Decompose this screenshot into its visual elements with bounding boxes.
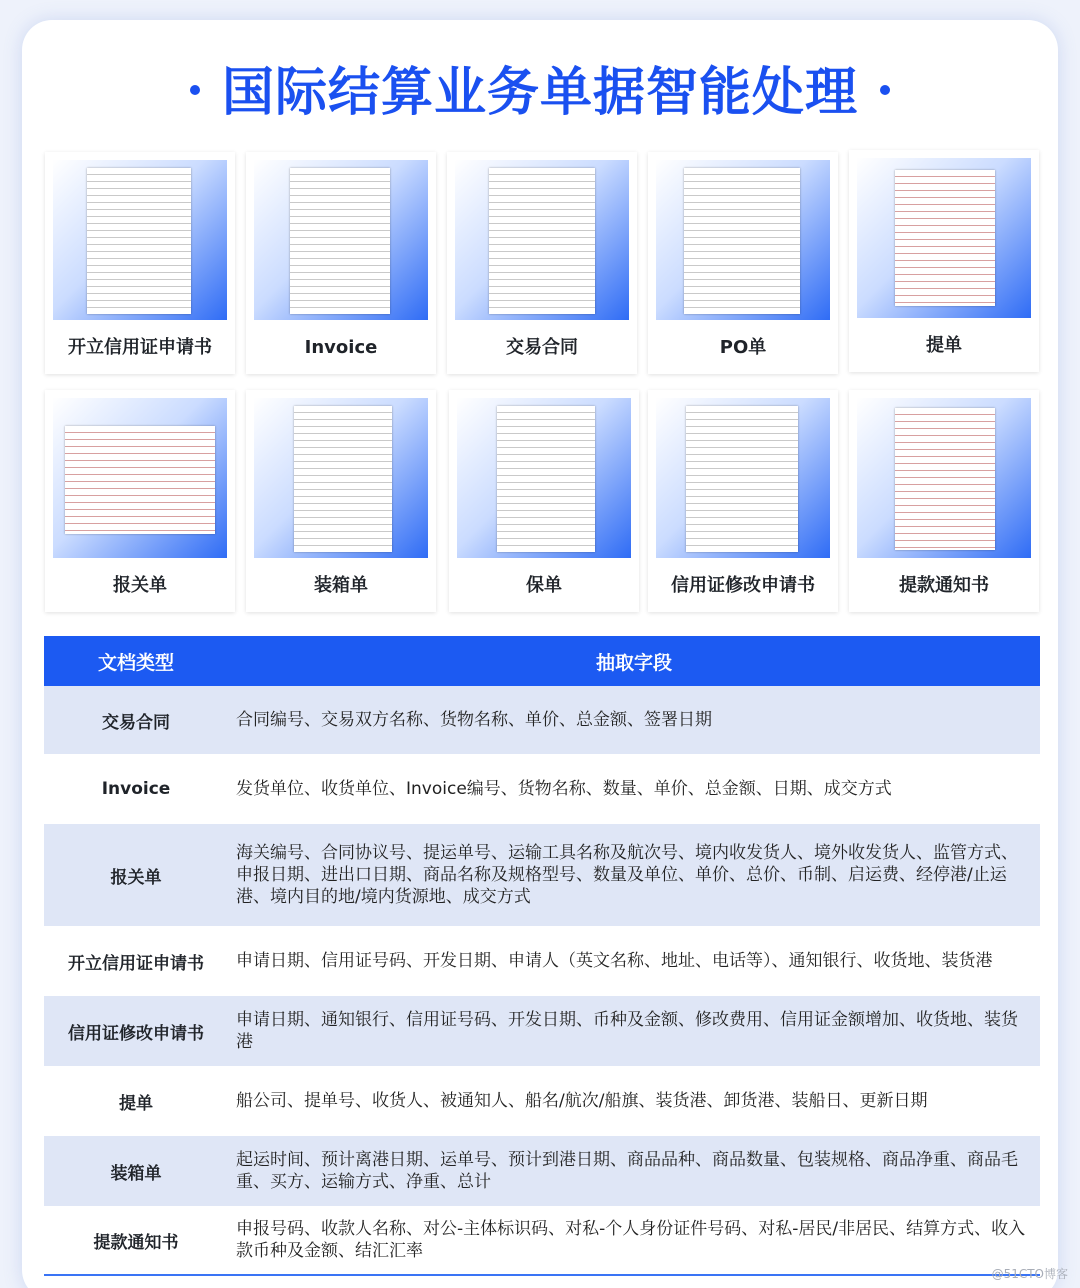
doc-card-customs-declaration[interactable] — [45, 390, 235, 612]
doc-thumbnail — [53, 398, 227, 558]
document-preview — [87, 168, 191, 314]
title-dot-right — [880, 85, 890, 95]
document-preview — [65, 426, 215, 534]
document-preview — [489, 168, 595, 314]
doc-card-lc-application[interactable] — [45, 152, 235, 374]
doc-thumbnail — [457, 398, 631, 558]
doc-card-packing-list[interactable] — [246, 390, 436, 612]
header-doc-type: 文档类型 — [97, 651, 174, 674]
row-fields: 合同编号、交易双方名称、货物名称、单价、总金额、签署日期 — [236, 710, 712, 730]
table-bottom-border — [44, 1274, 1040, 1276]
document-preview — [497, 406, 595, 552]
document-preview — [686, 406, 798, 552]
doc-card-lc-amendment[interactable] — [648, 390, 838, 612]
card-label: 装箱单 — [314, 575, 368, 596]
header-fields: 抽取字段 — [595, 651, 672, 674]
watermark: @51CTO博客 — [991, 1267, 1068, 1281]
row-doc-type: 交易合同 — [102, 712, 170, 733]
row-fields: 申请日期、信用证号码、开发日期、申请人（英文名称、地址、电话等）、通知银行、收货地、装货港 — [236, 951, 993, 971]
table-row — [44, 754, 1040, 824]
table-row — [44, 1066, 1040, 1136]
row-fields: 申请日期、通知银行、信用证号码、开发日期、币种及金额、修改费用、信用证金额增加、收货地、装货港 — [236, 1010, 1018, 1052]
card-label: 信用证修改申请书 — [671, 575, 815, 596]
card-label: 开立信用证申请书 — [68, 337, 212, 358]
row-doc-type: 提单 — [119, 1093, 153, 1114]
table-row — [44, 1136, 1040, 1206]
doc-card-bill-of-lading[interactable] — [849, 150, 1039, 372]
doc-thumbnail — [857, 158, 1031, 318]
row-doc-type: Invoice — [101, 779, 171, 799]
doc-thumbnail — [53, 160, 227, 320]
doc-card-invoice[interactable] — [246, 152, 436, 374]
table-row — [44, 824, 1040, 926]
row-doc-type: 信用证修改申请书 — [68, 1023, 204, 1044]
row-doc-type: 报关单 — [110, 867, 162, 888]
table-row — [44, 686, 1040, 754]
row-fields: 起运时间、预计离港日期、运单号、预计到港日期、商品品种、商品数量、包装规格、商品净重、商品毛重、买方、运输方式、净重、总计 — [236, 1150, 1018, 1192]
table-row — [44, 996, 1040, 1066]
doc-card-withdrawal-notice[interactable] — [849, 390, 1039, 612]
row-fields: 海关编号、合同协议号、提运单号、运输工具名称及航次号、境内收发货人、境外收发货人、监管方式、申报日期、进出口日期、商品名称及规格型号、数量及单位、单价、总价、币制、启运费、经停港/止运港、境内目的地/境内货源地、成交方式 — [236, 843, 1018, 907]
page-title — [0, 58, 1080, 128]
card-label: 交易合同 — [506, 337, 578, 358]
row-doc-type: 装箱单 — [110, 1163, 162, 1184]
document-preview — [895, 408, 995, 550]
table-row — [44, 1206, 1040, 1274]
document-preview — [895, 170, 995, 306]
title-text: 国际结算业务单据智能处理 — [221, 63, 858, 123]
document-preview — [294, 406, 392, 552]
doc-card-sales-contract[interactable] — [447, 152, 637, 374]
table-row — [44, 926, 1040, 996]
card-label: 提款通知书 — [899, 575, 989, 596]
card-label: Invoice — [304, 337, 378, 358]
row-fields: 申报号码、收款人名称、对公-主体标识码、对私-个人身份证件号码、对私-居民/非居民、结算方式、收入款币种及金额、结汇汇率 — [236, 1219, 1026, 1261]
table-header — [44, 636, 1040, 686]
doc-thumbnail — [254, 398, 428, 558]
row-fields: 发货单位、收货单位、Invoice编号、货物名称、数量、单价、总金额、日期、成交方式 — [236, 779, 892, 799]
doc-thumbnail — [857, 398, 1031, 558]
title-dot-left — [190, 85, 200, 95]
card-label: 提单 — [926, 335, 962, 356]
doc-thumbnail — [254, 160, 428, 320]
row-doc-type: 提款通知书 — [93, 1232, 179, 1253]
document-preview — [684, 168, 800, 314]
card-label: 保单 — [526, 575, 562, 596]
row-doc-type: 开立信用证申请书 — [68, 953, 204, 974]
doc-thumbnail — [455, 160, 629, 320]
card-label: PO单 — [719, 337, 767, 358]
card-label: 报关单 — [113, 575, 167, 596]
field-extraction-table — [44, 636, 1040, 1276]
row-fields: 船公司、提单号、收货人、被通知人、船名/航次/船旗、装货港、卸货港、装船日、更新日期 — [236, 1091, 928, 1111]
doc-thumbnail — [656, 398, 830, 558]
doc-card-po[interactable] — [648, 152, 838, 374]
doc-card-insurance-policy[interactable] — [449, 390, 639, 612]
document-preview — [290, 168, 390, 314]
doc-thumbnail — [656, 160, 830, 320]
